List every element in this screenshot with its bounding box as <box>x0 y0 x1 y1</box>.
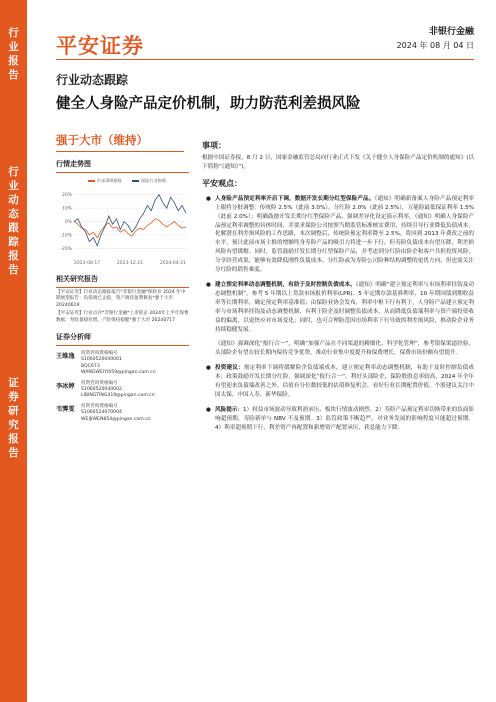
bullet-lead: 人身险产品预定利率开启下调，数据开发长期分红型保险产品。 <box>215 195 375 202</box>
analyst-info <box>81 351 189 377</box>
bullet-text: 《通知》明确“建立预定利率与市场利率挂钩及动态调整机制”，参考 5 年期以上贷款市场报价利率(LPR)、5 年定期存款基准利率、10 年期国债到期收益率等长期利率，确定预定利率基准值；由保险业协会发布，利率中枢下行有利于，人身险产品建立预定利率与市场利率挂钩及动态调整机制，有利于险企及时调整负债成本，从而降低负债端利率与资产端投资收益的偏离，以更快应对市场变化；同时，也可合理防范因市场利率下行导致的利差损风险，推动险企业务持续稳健发展。 <box>215 281 474 333</box>
bullet-body <box>215 406 474 433</box>
legend-label-hs300: 沪深300指数 <box>97 178 122 183</box>
sidebar-label-research: 证券研究报告 <box>8 377 19 459</box>
view-bullet <box>202 281 474 334</box>
sidebar-label-tracking: 行业动态跟踪报告 <box>8 166 19 276</box>
brand-logo: 平安证券 <box>56 34 144 58</box>
bullet-dot-icon <box>202 340 215 358</box>
doc-category: 非银行金融 <box>428 27 474 37</box>
market-heading: 行情走势图 <box>56 160 91 168</box>
analyst-list <box>56 351 189 423</box>
right-column <box>202 140 474 433</box>
report-kind: 行业动态跟踪 <box>56 73 129 87</box>
bullet-text: 《通知》明确新备案人身险产品预定利率上限将分批调整：传统险 2.5%（此前 3.0%），分红险 2.0%（此前 2.5%），万能险最低保证利率 1.5%（此前 2.0%）；明确鼓励开发长期分红型保险产品，强调差异化设定演示利率，《通知》明确人身保险产品预定利率调整的具体时间，并要求保险公司按照当期监管标准核实费用，持续引导行业降低负债成本，化解潜在利差损风险的工作思路，本次调整后，传统险预定利率降至 2.5%，将回到 2013 年费改之前的水平，预计此前市场主推的增额终身寿险产品的吸引力将进一步下行，但寿险负债成本有望压降，利差损风险有望缓解。同时，监管鼓励开发长期分红型保险产品，并考虑到分红险由险企和客户共担投资风险，分享经营成果，能够有效降低刚性负债成本，分红险或为寿险公司险种结构调整的更优方向，但也需关注分红险的销售难度。 <box>215 195 474 274</box>
y-tick-label: 0% <box>64 220 72 225</box>
market-chart <box>56 177 188 267</box>
y-tick-label: -10% <box>60 233 72 239</box>
rating-underline <box>56 151 184 152</box>
events-text: 根据中国证券报，8 月 2 日，国家金融监管总局向行业正式下发《关于健全人身保险产品定价机制的通知》(以下简称“《通知》”)。 <box>202 155 474 170</box>
sidebar-label-report: 行业报告 <box>8 27 19 81</box>
related-heading: 相关研究报告 <box>56 275 98 283</box>
rating-box <box>56 132 184 152</box>
bullet-text: 预定利率下调将缓解险企负债端成本，建立预定利率动态调整机制，有助于及时控制负债成本；政策鼓励开发长期分红险，强调深化“报行合一”，利好头部险企，保险股股息率较高，2024 年全年有望迎来负债端改善之外，估值有分位数较低的估值修复机会，看好行业长期配置价值，个股建议关注中国太保、中国人寿、新华保险。 <box>215 365 474 398</box>
analyst-row <box>56 351 189 377</box>
analyst-line: S1060520040002 <box>81 387 122 393</box>
chart-plot <box>56 185 188 267</box>
bullet-body <box>215 195 474 275</box>
view-bullet <box>202 340 474 358</box>
analyst-email[interactable]: WEIJIWEN854@pingan.com.cn <box>81 416 151 422</box>
y-tick-label: 10% <box>61 206 72 212</box>
bullet-lead: 风险提示： <box>215 406 243 413</box>
analysts-heading: 证券分析师 <box>56 333 91 342</box>
view-bullet <box>202 406 474 433</box>
report-title: 健全人身险产品定价机制，助力防范利差损风险 <box>56 96 361 112</box>
legend-item-hs300 <box>88 178 122 184</box>
legend-swatch-hs300 <box>88 180 95 182</box>
x-tick-label: 2024-04-21 <box>159 261 186 266</box>
bullet-text: 《通知》强调深化“报行合一”，明确“加强产品在不同渠道的精细化、科学化管理”，参考银保渠道经验，头部险企有望在较长期内保持竞争优势，推动行业集中度提升和保费增长，保费市场份额有望提升。 <box>215 341 474 357</box>
view-heading: 平安观点： <box>202 178 242 188</box>
related-list <box>56 290 189 324</box>
x-tick-label: 2023-08-17 <box>74 261 101 266</box>
legend-item-insurance <box>132 178 166 184</box>
legend-label-insurance: 保险行业指数 <box>141 178 167 183</box>
legend-swatch-insurance <box>132 180 139 182</box>
market-rule <box>56 172 189 173</box>
y-tick-label: 20% <box>61 193 72 199</box>
y-tick-label: -20% <box>60 246 72 252</box>
x-tick-label: 2023-12-21 <box>116 261 144 266</box>
analyst-email[interactable]: LIBINGTING419@pingan.com.cn <box>81 393 155 399</box>
analyst-line: 投资咨询资格编号 <box>81 351 118 357</box>
analyst-line: S1060524070004 <box>81 410 122 416</box>
doc-date: 2024 年 08 月 04 日 <box>396 41 474 50</box>
analyst-row <box>56 404 189 423</box>
related-rule <box>56 287 189 288</box>
bullet-dot-icon: ● <box>206 365 211 372</box>
analyst-email[interactable]: WANGWEIYI059@pingan.com.cn <box>81 370 156 376</box>
header-divider <box>56 59 474 60</box>
analyst-line: 投资咨询资格编号 <box>81 403 118 409</box>
chart-legend <box>56 177 188 185</box>
bullet-dot-icon: ● <box>206 195 211 202</box>
left-column <box>56 132 189 423</box>
related-item[interactable]: 【平安证券】行业动态跟踪报告*非银行金融*保险业 2024 年中期展望报告：负债端已企稳，资产端待盈利修复*强于大市 20240619 <box>56 290 186 308</box>
bullet-body <box>215 281 474 334</box>
series-line <box>74 195 186 246</box>
events-heading: 事项： <box>202 141 226 150</box>
analyst-name: 王维逸 <box>56 353 75 361</box>
analyst-name: 韦霁雯 <box>56 405 75 413</box>
bullet-body <box>215 340 474 358</box>
related-item[interactable]: 【平安证券】行业点评*非银行金融*上市险企 2024年上半年保费数据：寿险量稳价增，产险保持稳健*强于大市 20240717 <box>56 311 189 323</box>
analyst-line: 投资咨询资格编号 <box>81 380 118 386</box>
view-bullet <box>202 195 474 275</box>
industry-rating: 强于大市（维持） <box>56 133 148 147</box>
bullet-dot-icon: ● <box>206 281 211 288</box>
view-bullet <box>202 364 474 400</box>
analyst-row <box>56 381 189 400</box>
analyst-name: 李冰婷 <box>56 382 75 390</box>
analyst-info <box>81 381 189 400</box>
analyst-info <box>81 404 189 423</box>
bullet-lead: 建立预定利率动态调整机制，有助于及时控制负债成本。 <box>215 281 356 288</box>
sidebar-band <box>0 0 27 702</box>
bullet-text: 1）权益市场波动导致利润承压、板块行情波动剧烈。2）寿险产品预定利率切换带来的负面影响超预期，寿险新单与 NBV 不及预期。3）监管政策不断趋严，对业务发展的影响程度可能超过预期。4）利率超预期下行，利差资产再配置和新增资产配置承压，获息能力下降。 <box>215 406 474 431</box>
bullet-lead: 投资建议： <box>215 365 244 372</box>
bullet-body <box>215 364 474 400</box>
analyst-line: BQC673 <box>81 363 100 369</box>
bullet-dot-icon: ● <box>206 406 211 413</box>
analysts-rule <box>56 345 189 346</box>
analyst-line: S1060520040001 <box>81 357 122 363</box>
